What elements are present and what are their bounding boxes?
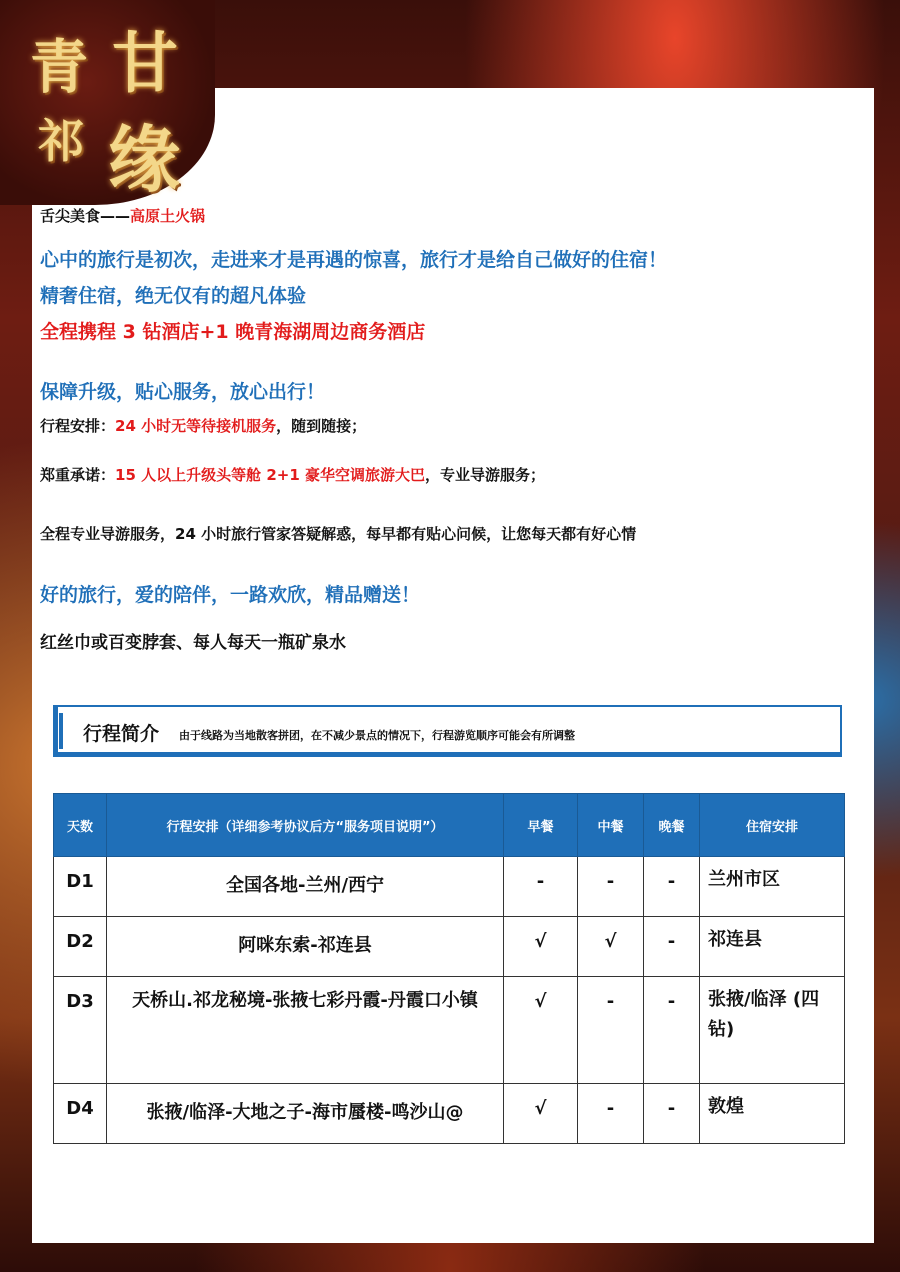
header-dinner: 晚餐 — [644, 794, 700, 857]
table-row — [54, 1084, 845, 1144]
food-line-highlight: 高原土火锅 — [130, 207, 206, 225]
row-dinner: - — [644, 857, 700, 917]
promise-line-highlight: 15 人以上升级头等舱 2+1 豪华空调旅游大巴 — [115, 466, 426, 484]
gift-line: 红丝巾或百变脖套、每人每天一瓶矿泉水 — [40, 633, 346, 653]
row-lunch: √ — [578, 917, 644, 977]
intro-title: 行程简介 — [83, 723, 160, 745]
row-hotel: 兰州市区 — [700, 857, 845, 917]
promise-line — [40, 464, 545, 485]
row-route: 天桥山.祁龙秘境-张掖七彩丹霞-丹霞口小镇 — [107, 977, 504, 1084]
logo-char-4: 缘 — [108, 117, 181, 202]
row-dinner: - — [644, 1084, 700, 1144]
table-row — [54, 917, 845, 977]
row-day: D4 — [54, 1084, 107, 1144]
row-dinner: - — [644, 977, 700, 1084]
itinerary-line-label: 行程安排： — [40, 417, 116, 435]
brand-logo — [20, 10, 210, 202]
logo-char-2: 甘 — [112, 24, 178, 102]
row-breakfast: √ — [504, 917, 578, 977]
promise-line-label: 郑重承诺： — [40, 466, 116, 484]
row-breakfast: √ — [504, 977, 578, 1084]
header-route: 行程安排（详细参考协议后方“服务项目说明”） — [107, 794, 504, 857]
guarantee-title: 保障升级，贴心服务，放心出行！ — [40, 381, 326, 403]
logo-char-1: 青 — [30, 33, 89, 101]
food-line — [40, 205, 205, 226]
gift-title: 好的旅行，爱的陪伴，一路欢欣，精品赠送！ — [40, 584, 421, 606]
intro-accent-bar — [59, 713, 63, 749]
row-day: D2 — [54, 917, 107, 977]
header-day: 天数 — [54, 794, 107, 857]
promise-line-rest: ，专业导游服务； — [425, 466, 546, 484]
table-row — [54, 977, 845, 1084]
headline-2: 精奢住宿，绝无仅有的超凡体验 — [40, 285, 307, 307]
intro-note: 由于线路为当地散客拼团，在不减少景点的情况下，行程游览顺序可能会有所调整 — [179, 729, 575, 742]
row-dinner: - — [644, 917, 700, 977]
header-breakfast: 早餐 — [504, 794, 578, 857]
itinerary-line — [40, 415, 366, 436]
row-route: 张掖/临泽-大地之子-海市蜃楼-鸣沙山@ — [107, 1084, 504, 1144]
itinerary-table — [53, 793, 845, 1144]
row-lunch: - — [578, 1084, 644, 1144]
headline-3: 全程携程 3 钻酒店+1 晚青海湖周边商务酒店 — [40, 321, 426, 343]
service-line: 全程专业导游服务，24 小时旅行管家答疑解惑，每早都有贴心问候，让您每天都有好心情 — [40, 525, 637, 543]
row-hotel: 祁连县 — [700, 917, 845, 977]
row-route: 全国各地-兰州/西宁 — [107, 857, 504, 917]
row-hotel: 张掖/临泽 (四钻) — [700, 977, 845, 1084]
logo-char-3: 祁 — [38, 114, 84, 168]
row-day: D1 — [54, 857, 107, 917]
itinerary-line-highlight: 24 小时无等待接机服务 — [115, 417, 277, 435]
itinerary-intro-box — [53, 705, 842, 757]
table-header-row — [54, 794, 845, 857]
row-lunch: - — [578, 977, 644, 1084]
header-hotel: 住宿安排 — [700, 794, 845, 857]
header-lunch: 中餐 — [578, 794, 644, 857]
row-route: 阿咪东索-祁连县 — [107, 917, 504, 977]
row-hotel: 敦煌 — [700, 1084, 845, 1144]
row-day: D3 — [54, 977, 107, 1084]
food-line-prefix: 舌尖美食—— — [40, 207, 131, 225]
table-row — [54, 857, 845, 917]
headline-1: 心中的旅行是初次，走进来才是再遇的惊喜，旅行才是给自己做好的住宿！ — [40, 249, 668, 271]
row-breakfast: √ — [504, 1084, 578, 1144]
itinerary-line-rest: ，随到随接； — [276, 417, 367, 435]
row-lunch: - — [578, 857, 644, 917]
row-breakfast: - — [504, 857, 578, 917]
